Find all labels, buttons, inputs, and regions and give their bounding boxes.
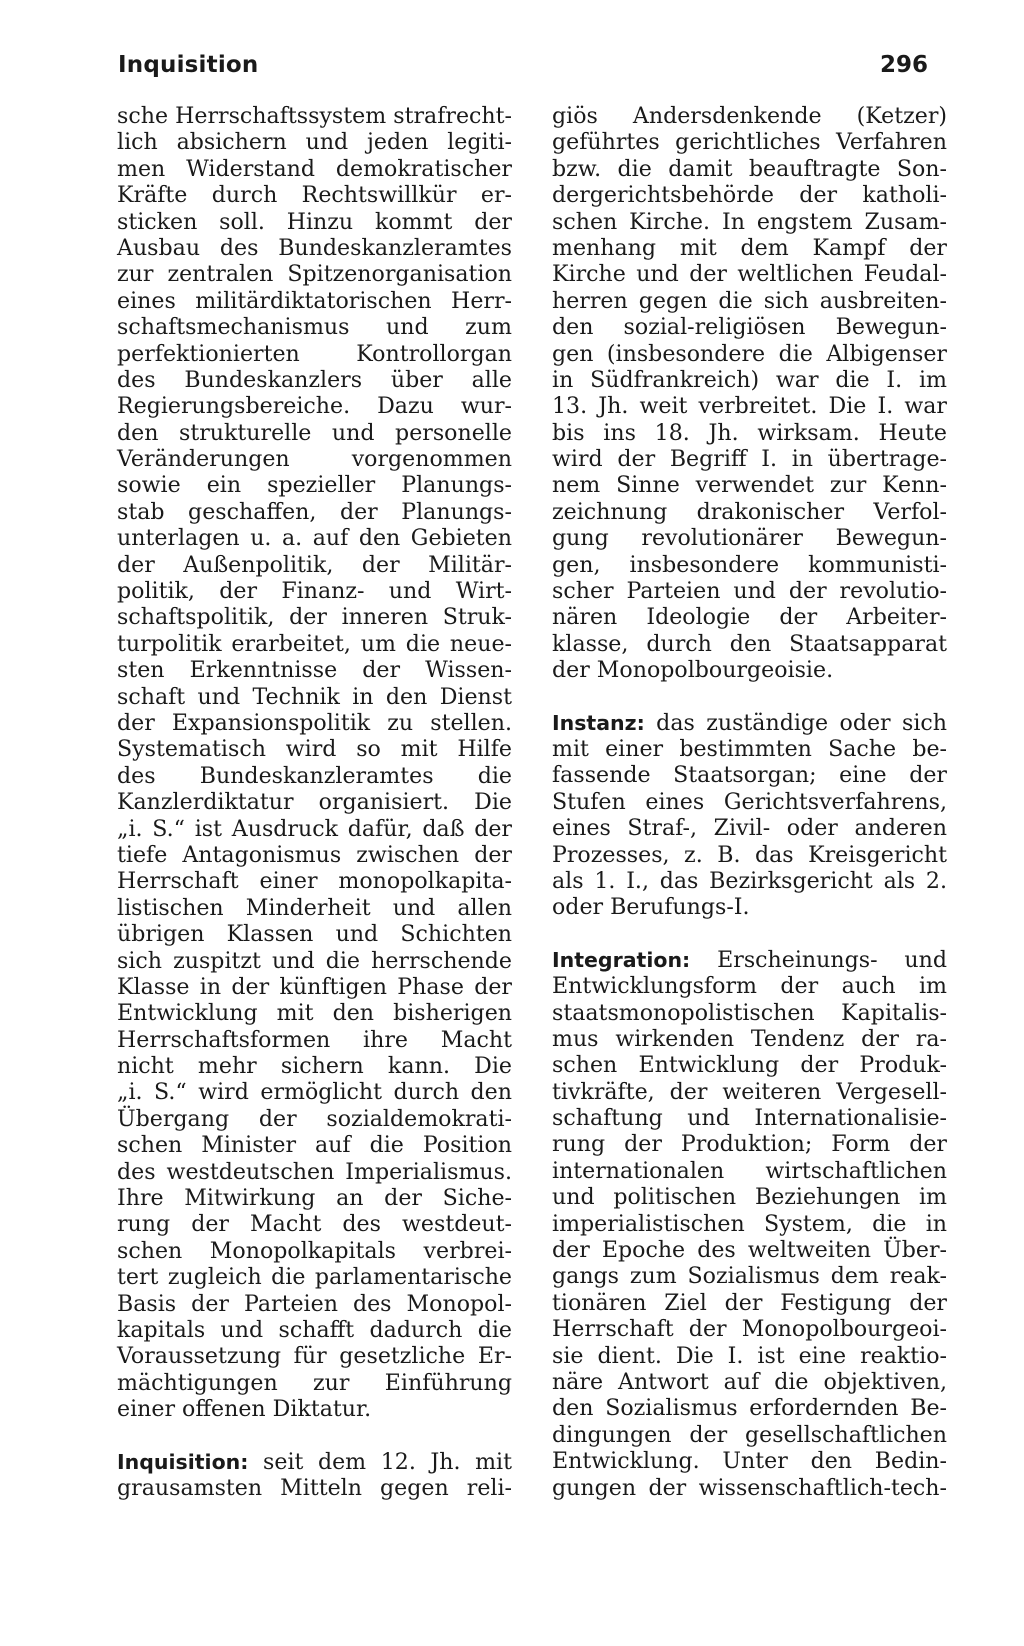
text-line: sten Erkenntnisse der Wissen- xyxy=(117,657,512,684)
text-line: eines Straf-, Zivil- oder anderen xyxy=(552,815,947,842)
text-line: sich zuspitzt und die herrschende xyxy=(117,947,512,974)
text-line: wird der Begriff I. in übertrage- xyxy=(552,446,947,473)
text-line: Klasse in der künftigen Phase der xyxy=(117,973,512,1000)
paragraph-gap xyxy=(552,684,947,710)
paragraph-gap xyxy=(552,921,947,947)
entry-first-line xyxy=(117,1449,512,1475)
text-line: der Epoche des weltweiten Über- xyxy=(552,1237,947,1264)
entry-continuation-paragraph xyxy=(117,103,512,1423)
text-line: Entwicklung. Unter den Bedin- xyxy=(552,1448,947,1475)
text-line: zur zentralen Spitzenorganisation xyxy=(117,261,512,288)
text-line: Ihre Mitwirkung an der Siche- xyxy=(117,1185,512,1212)
text-line: nicht mehr sichern kann. Die xyxy=(117,1053,512,1080)
text-line: Übergang der sozialdemokrati- xyxy=(117,1105,512,1132)
text-line: dingungen der gesellschaftlichen xyxy=(552,1421,947,1448)
text-line: schaft und Technik in den Dienst xyxy=(117,683,512,710)
entry-term: Instanz: xyxy=(552,710,645,735)
text-line: gung revolutionärer Bewegun- xyxy=(552,525,947,552)
text-line: „i. S.“ ist Ausdruck dafür, daß der xyxy=(117,815,512,842)
text-line: schaftsmechanismus und zum xyxy=(117,314,512,341)
text-line: turpolitik erarbeitet, um die neue- xyxy=(117,630,512,657)
text-line: herren gegen die sich ausbreiten- xyxy=(552,287,947,314)
text-line: men Widerstand demokratischer xyxy=(117,155,512,182)
text-line: Stufen eines Gerichtsverfahrens, xyxy=(552,788,947,815)
text-line: des Bundeskanzleramtes die xyxy=(117,762,512,789)
text-line: tiefe Antagonismus zwischen der xyxy=(117,841,512,868)
text-line: Voraussetzung für gesetzliche Er- xyxy=(117,1343,512,1370)
text-line: nären Ideologie der Arbeiter- xyxy=(552,604,947,631)
text-line: oder Berufungs-I. xyxy=(552,894,750,921)
text-line: Systematisch wird so mit Hilfe xyxy=(117,736,512,763)
text-line: des Bundeskanzlers über alle xyxy=(117,366,512,393)
text-line: der Expansionspolitik zu stellen. xyxy=(117,709,512,736)
text-line: in Südfrankreich) war die I. im xyxy=(552,366,947,393)
text-line: scher Parteien und der revolutio- xyxy=(552,578,947,605)
text-line: Entwicklung mit den bisherigen xyxy=(117,1000,512,1027)
text-line: mit einer bestimmten Sache be- xyxy=(552,735,947,762)
text-line: internationalen wirtschaftlichen xyxy=(552,1157,947,1184)
text-line: der Außenpolitik, der Militär- xyxy=(117,551,512,578)
text-line: Prozesses, z. B. das Kreisgericht xyxy=(552,841,947,868)
text-line: mus wirkenden Tendenz der ra- xyxy=(552,1025,947,1052)
text-line: einer offenen Diktatur. xyxy=(117,1396,372,1423)
text-line: schen Minister auf die Position xyxy=(117,1132,512,1159)
text-line: tionären Ziel der Festigung der xyxy=(552,1289,947,1316)
text-line: Kräfte durch Rechtswillkür er- xyxy=(117,182,512,209)
text-line: fassende Staatsorgan; eine der xyxy=(552,762,947,789)
text-line: perfektionierten Kontrollorgan xyxy=(117,340,512,367)
entry-term: Inquisition: xyxy=(117,1449,249,1474)
text-line: bzw. die damit beauftragte Son- xyxy=(552,155,947,182)
text-line: stab geschaffen, der Planungs- xyxy=(117,498,512,525)
text-line: als 1. I., das Bezirksgericht als 2. xyxy=(552,867,947,894)
text-line: klasse, durch den Staatsapparat xyxy=(552,630,947,657)
text-line: dergerichtsbehörde der katholi- xyxy=(552,182,947,209)
text-line: Regierungsbereiche. Dazu wur- xyxy=(117,393,512,420)
text-line: schen Monopolkapitals verbrei- xyxy=(117,1237,512,1264)
text-line: grausamsten Mitteln gegen reli- xyxy=(117,1474,512,1501)
text-line: Ausbau des Bundeskanzleramtes xyxy=(117,234,512,261)
text-line: näre Antwort auf die objektiven, xyxy=(552,1368,947,1395)
text-line: den Sozialismus erfordernden Be- xyxy=(552,1395,947,1422)
text-line: tivkräfte, der weiteren Vergesell- xyxy=(552,1078,947,1105)
text-line: Kirche und der weltlichen Feudal- xyxy=(552,261,947,288)
text-line: gen, insbesondere kommunisti- xyxy=(552,551,947,578)
text-line: staatsmonopolistischen Kapitalis- xyxy=(552,999,947,1026)
entry-term: Integration: xyxy=(552,947,691,972)
text-line: und politischen Beziehungen im xyxy=(552,1184,947,1211)
text-line: schen Kirche. In engstem Zusam- xyxy=(552,208,947,235)
text-line: geführtes gerichtliches Verfahren xyxy=(552,129,947,156)
text-line: sche Herrschaftssystem strafrecht- xyxy=(117,103,512,129)
entry-text: das zuständige oder sich xyxy=(656,709,947,736)
page-number: 296 xyxy=(880,52,929,78)
text-line: sie dient. Die I. ist eine reaktio- xyxy=(552,1342,947,1369)
text-line: 13. Jh. weit verbreitet. Die I. war xyxy=(552,393,947,420)
paragraph-gap xyxy=(117,1423,512,1449)
text-line: tert zugleich die parlamentarische xyxy=(117,1264,512,1291)
text-line: imperialistischen System, die in xyxy=(552,1210,947,1237)
entry-first-line xyxy=(552,710,947,736)
text-line: rung der Produktion; Form der xyxy=(552,1131,947,1158)
text-line: „i. S.“ wird ermöglicht durch den xyxy=(117,1079,512,1106)
text-line: den strukturelle und personelle xyxy=(117,419,512,446)
text-line: Entwicklungsform der auch im xyxy=(552,973,947,1000)
text-line: politik, der Finanz- und Wirt- xyxy=(117,578,512,605)
entry-text: Erscheinungs- und xyxy=(717,946,947,973)
entry-instanz xyxy=(552,710,947,921)
text-line: Veränderungen vorgenommen xyxy=(117,446,512,473)
text-line: sticken soll. Hinzu kommt der xyxy=(117,208,512,235)
text-line: Herrschaft der Monopolbourgeoi- xyxy=(552,1316,947,1343)
text-line: gangs zum Sozialismus dem reak- xyxy=(552,1263,947,1290)
entry-first-line xyxy=(552,947,947,973)
text-line: menhang mit dem Kampf der xyxy=(552,234,947,261)
text-line: giös Andersdenkende (Ketzer) xyxy=(552,103,947,129)
text-line: sowie ein spezieller Planungs- xyxy=(117,472,512,499)
text-line: Kanzlerdiktatur organisiert. Die xyxy=(117,789,512,816)
text-line: unterlagen u. a. auf den Gebieten xyxy=(117,525,512,552)
running-head: Inquisition xyxy=(118,52,259,78)
text-line: schaftspolitik, der inneren Struk- xyxy=(117,604,512,631)
text-line: gungen der wissenschaftlich-tech- xyxy=(552,1474,947,1501)
entry-text: seit dem 12. Jh. mit xyxy=(263,1448,512,1475)
left-column xyxy=(117,103,512,1501)
right-column xyxy=(552,103,947,1501)
text-line: der Monopolbourgeoisie. xyxy=(552,657,834,684)
entry-integration xyxy=(552,947,947,1501)
text-line: lich absichern und jeden legiti- xyxy=(117,129,512,156)
text-line: gen (insbesondere die Albigenser xyxy=(552,340,947,367)
text-line: nem Sinne verwendet zur Kenn- xyxy=(552,472,947,499)
text-line: listischen Minderheit und allen xyxy=(117,894,512,921)
text-line: den sozial-religiösen Bewegun- xyxy=(552,314,947,341)
text-line: bis ins 18. Jh. wirksam. Heute xyxy=(552,419,947,446)
text-line: schen Entwicklung der Produk- xyxy=(552,1052,947,1079)
text-line: zeichnung drakonischer Verfol- xyxy=(552,498,947,525)
text-line: Basis der Parteien des Monopol- xyxy=(117,1290,512,1317)
text-line: schaftung und Internationalisie- xyxy=(552,1105,947,1132)
text-line: rung der Macht des westdeut- xyxy=(117,1211,512,1238)
text-line: des westdeutschen Imperialismus. xyxy=(117,1158,512,1185)
entry-inquisition-continuation xyxy=(552,103,947,684)
text-line: mächtigungen zur Einführung xyxy=(117,1369,512,1396)
text-line: übrigen Klassen und Schichten xyxy=(117,921,512,948)
text-line: kapitals und schafft dadurch die xyxy=(117,1316,512,1343)
entry-inquisition xyxy=(117,1449,512,1502)
text-line: Herrschaftsformen ihre Macht xyxy=(117,1026,512,1053)
text-line: Herrschaft einer monopolkapita- xyxy=(117,868,512,895)
text-line: eines militärdiktatorischen Herr- xyxy=(117,287,512,314)
